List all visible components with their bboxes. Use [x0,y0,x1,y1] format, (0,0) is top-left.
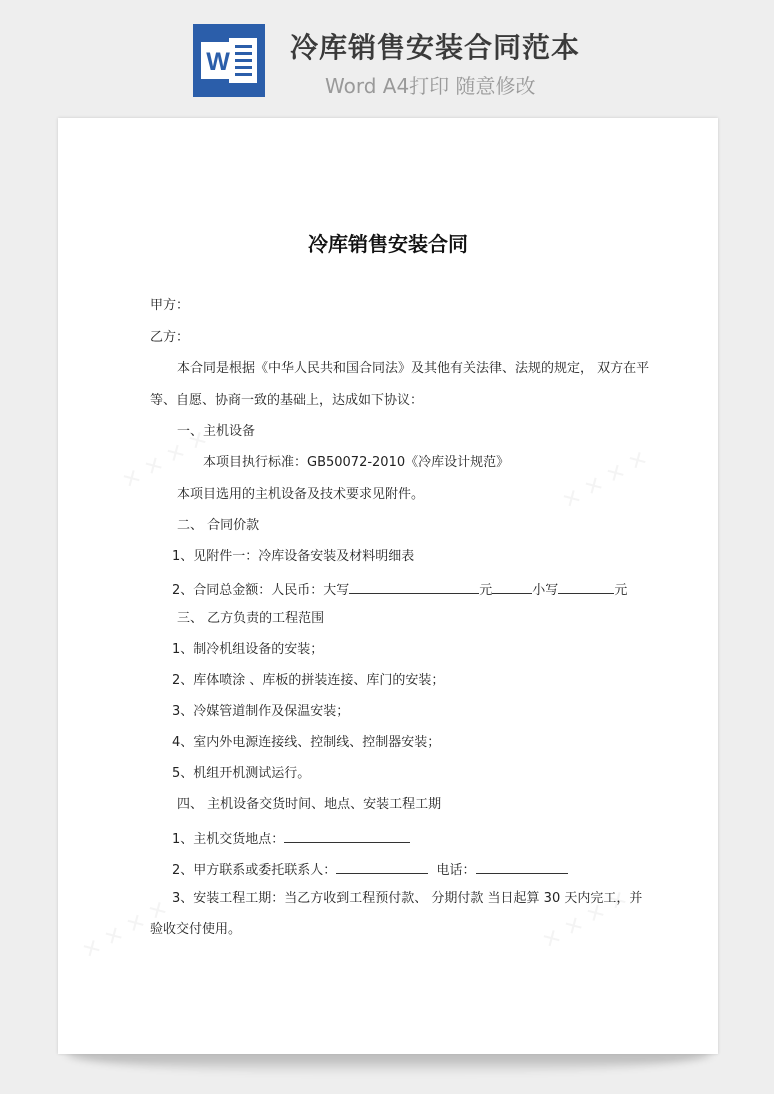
banner [0,0,774,118]
party-b: 乙方： [150,330,190,345]
delivery-location-label: 1、主机交货地点： [172,832,285,847]
price-label: 2、合同总金额：人民币：大写 [172,583,350,598]
document-title: 冷库销售安装合同 [308,232,468,256]
watermark [558,446,653,515]
scope-item: 2、库体喷涂 、库板的拼装连接、库门的安装； [172,673,445,688]
price-unit-1: 元 [479,583,493,598]
contact-blank[interactable] [336,860,428,874]
scope-item: 1、制冷机组设备的安装； [172,642,324,657]
section-4-heading: 四、 主机设备交货时间、地点、安装工程工期 [177,797,442,812]
delivery-location [172,829,410,848]
section-1-heading: 一、主机设备 [177,424,256,439]
schedule-line-2: 验收交付使用。 [150,922,242,937]
phone-blank[interactable] [476,860,568,874]
phone-label: 电话： [436,863,476,878]
schedule-line-1: 3、安装工程工期：当乙方收到工程预付款、 分期付款 当日起算 30 天内完工，并 [172,891,643,906]
intro-line-2: 等、自愿、协商一致的基础上，达成如下协议： [150,393,424,408]
document-page [58,118,718,1054]
filler-blank[interactable] [492,580,532,594]
price-small-label: 小写 [532,583,559,598]
intro-line-1: 本合同是根据《中华人民共和国合同法》及其他有关法律、法规的规定， 双方在平 [177,361,650,376]
word-document-icon [193,24,265,97]
amount-words-blank[interactable] [349,580,479,594]
banner-title: 冷库销售安装合同范本 [290,31,581,64]
price-item-2 [172,580,627,599]
amount-figures-blank[interactable] [558,580,614,594]
scope-item: 3、冷媒管道制作及保温安装； [172,704,350,719]
delivery-location-blank[interactable] [284,829,410,843]
section-2-heading: 二、 合同价款 [177,518,260,533]
standard-line: 本项目执行标准：GB50072-2010《冷库设计规范》 [203,455,510,470]
equipment-line: 本项目选用的主机设备及技术要求见附件。 [177,487,425,502]
scope-item: 5、机组开机测试运行。 [172,766,311,781]
section-3-heading: 三、 乙方负责的工程范围 [177,611,325,626]
contact-label: 2、甲方联系或委托联系人： [172,863,337,878]
page-shadow [66,1052,712,1074]
word-icon-letter: W [206,48,230,76]
banner-subtitle: Word A4打印 随意修改 [325,74,536,98]
price-item-1: 1、见附件一：冷库设备安装及材料明细表 [172,549,415,564]
price-unit-2: 元 [614,583,628,598]
contact-line [172,860,568,879]
scope-item: 4、室内外电源连接线、控制线、控制器安装； [172,735,441,750]
party-a: 甲方： [150,298,190,313]
